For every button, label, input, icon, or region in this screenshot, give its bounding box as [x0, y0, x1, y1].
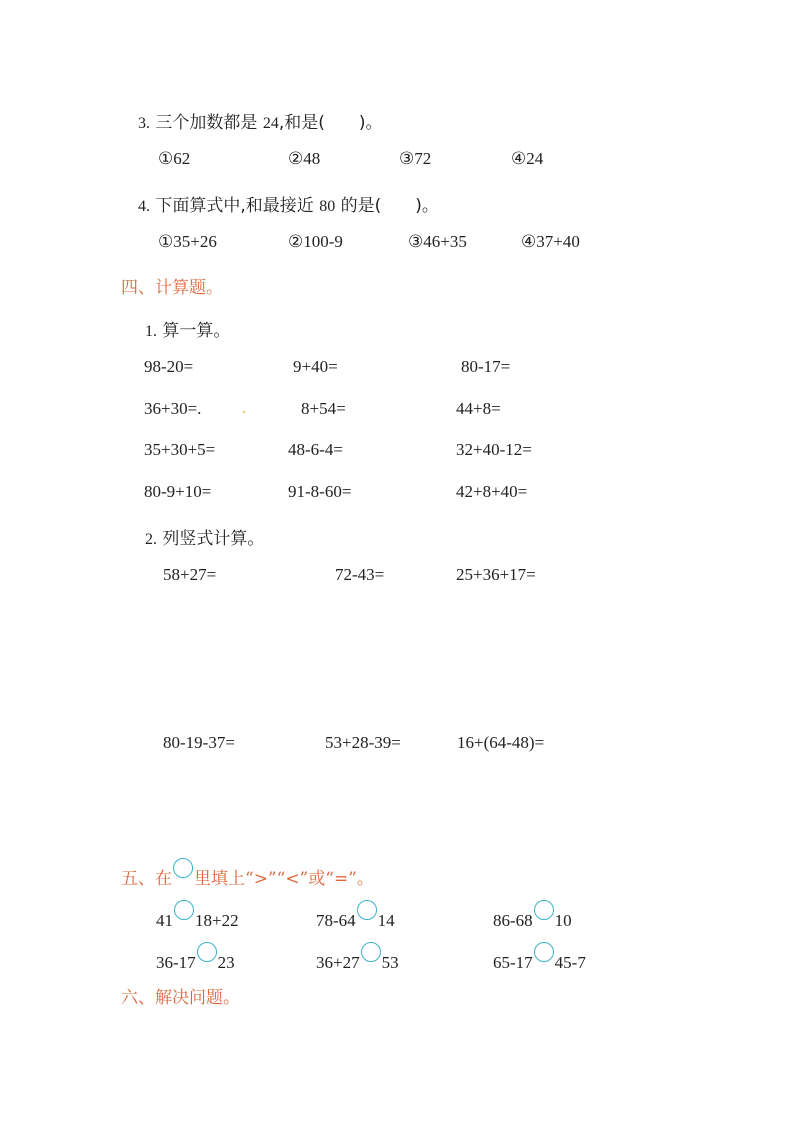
compare-right: 18+22	[195, 911, 239, 930]
calc-expression: 80-17=	[461, 357, 511, 376]
compare-circle-blank[interactable]	[534, 900, 554, 920]
heading-text-b: 里填上“>”“<”或“=”。	[194, 869, 374, 889]
q4-option-3[interactable]: ③46+35	[408, 232, 467, 251]
q3-option-1[interactable]: ①62	[158, 149, 191, 168]
compare-left: 78-64	[316, 911, 356, 930]
calc-expression: 48-6-4=	[288, 440, 343, 459]
circle-icon	[173, 858, 193, 878]
compare-circle-blank[interactable]	[357, 900, 377, 920]
part-title: 列竖式计算。	[162, 529, 265, 549]
vertical-calc-expression: 72-43=	[335, 565, 385, 584]
question-text-b: ,和是(	[278, 113, 325, 133]
part-2-heading	[145, 524, 264, 549]
vertical-calc-expression: 80-19-37=	[163, 733, 235, 752]
compare-right: 45-7	[554, 953, 586, 972]
compare-circle-blank[interactable]	[534, 942, 554, 962]
part-number: 1.	[145, 323, 157, 340]
compare-circle-blank[interactable]	[197, 942, 217, 962]
compare-right: 23	[217, 953, 235, 972]
question-3	[138, 108, 383, 133]
q4-option-2[interactable]: ②100-9	[288, 232, 343, 251]
question-value: 80	[319, 198, 336, 215]
answer-blank[interactable]	[381, 196, 415, 216]
compare-right: 53	[381, 953, 399, 972]
compare-left: 36-17	[156, 953, 196, 972]
question-text: 三个加数都是	[155, 113, 258, 133]
q3-option-3[interactable]: ③72	[399, 149, 432, 168]
compare-left: 65-17	[493, 953, 533, 972]
section-heading-calculation: 四、计算题。	[121, 278, 223, 298]
answer-blank[interactable]	[325, 113, 359, 133]
q4-option-4[interactable]: ④37+40	[521, 232, 580, 251]
compare-item	[156, 942, 235, 973]
part-number: 2.	[145, 531, 157, 548]
part-1-heading	[145, 316, 230, 341]
vertical-calc-expression: 58+27=	[163, 565, 217, 584]
compare-left: 41	[156, 911, 173, 930]
question-text-b: 的是(	[340, 196, 382, 216]
compare-left: 36+27	[316, 953, 360, 972]
calc-expression: 98-20=	[144, 357, 194, 376]
calc-expression: 32+40-12=	[456, 440, 532, 459]
calc-expression: 9+40=	[293, 357, 338, 376]
question-number: 3.	[138, 115, 150, 132]
calc-expression: 44+8=	[456, 399, 501, 418]
q3-option-2[interactable]: ②48	[288, 149, 321, 168]
question-text-c: )。	[415, 196, 439, 216]
question-number: 4.	[138, 198, 150, 215]
heading-text-a: 五、在	[121, 869, 172, 889]
question-text: 下面算式中,和最接近	[155, 196, 314, 216]
vertical-calc-expression: 53+28-39=	[325, 733, 401, 752]
compare-right: 10	[554, 911, 572, 930]
calc-expression: 80-9+10=	[144, 482, 212, 501]
compare-item	[493, 900, 572, 931]
question-value: 24	[262, 115, 279, 132]
compare-item	[316, 942, 399, 973]
q4-option-1[interactable]: ①35+26	[158, 232, 217, 251]
compare-left: 86-68	[493, 911, 533, 930]
section-heading-problems: 六、解决问题。	[121, 988, 240, 1008]
part-title: 算一算。	[162, 321, 231, 341]
vertical-calc-expression: 16+(64-48)=	[457, 733, 545, 752]
stray-mark	[243, 411, 245, 413]
compare-circle-blank[interactable]	[174, 900, 194, 920]
compare-right: 14	[377, 911, 395, 930]
calc-expression: 8+54=	[301, 399, 346, 418]
calc-expression: 35+30+5=	[144, 440, 216, 459]
q3-option-4[interactable]: ④24	[511, 149, 544, 168]
vertical-calc-expression: 25+36+17=	[456, 565, 536, 584]
compare-item	[493, 942, 586, 973]
question-4	[138, 191, 439, 216]
calc-expression: 91-8-60=	[288, 482, 352, 501]
calc-expression: 42+8+40=	[456, 482, 528, 501]
section-heading-compare	[121, 858, 374, 889]
calc-expression: 36+30=.	[144, 399, 202, 418]
compare-item	[316, 900, 395, 931]
compare-item	[156, 900, 239, 931]
question-text-c: )。	[358, 113, 383, 133]
compare-circle-blank[interactable]	[361, 942, 381, 962]
